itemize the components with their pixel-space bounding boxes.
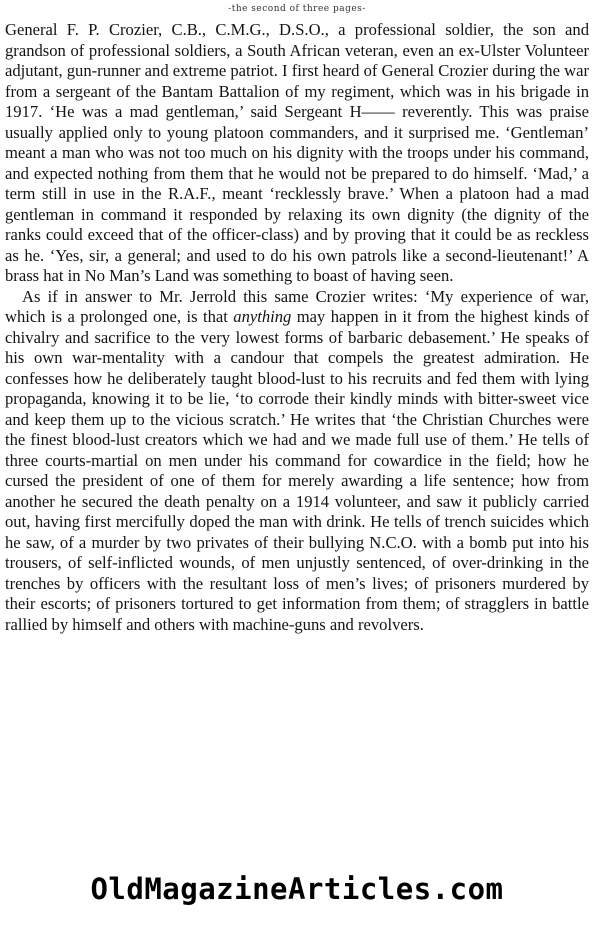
article-body	[5, 20, 589, 635]
page-header-note: -the second of three pages-	[228, 4, 366, 14]
paragraph-1	[5, 20, 589, 287]
paragraph-1-text: General F. P. Crozier, C.B., C.M.G., D.S.O., a professional soldier, the son and grandson of professional soldiers, a South African veteran, even an ex-Ulster Volunteer adjutant, gun-runner and extreme patriot. I first heard of General Crozier during the war from a sergeant of the Bantam Battalion of my regiment, which was in his brigade in 1917. ‘He was a mad gentleman,’ said Sergeant H—— reverently. This was praise usually applied only to young platoon commanders, and it surprised me. ‘Gentleman’ meant a man who was not too much on his dignity with the troops under his command, and expected nothing from them that he would not be prepared to do himself. ‘Mad,’ a term still in use in the R.A.F., meant ‘recklessly brave.’ When a platoon had a mad gentleman in command it responded by relaxing its own dignity (the dignity of the ranks could exceed that of the officer-class) and by proving that it could be as reckless as he. ‘Yes, sir, a general; and used to do his own patrols like a second-lieutenant!’ A brass hat in No Man’s Land was something to boast of having seen.	[5, 20, 589, 285]
paragraph-2-text-start: As if in answer to Mr. Jerrold this same Crozier writes: ‘My experience of war, which is a prolonged one, is that	[5, 286, 589, 326]
paragraph-2-text-end: may happen in it from the highest kinds of chivalry and sacrifice to the very lowest forms of barbaric debasement.’ He speaks of his own war-mentality with a candour that compels the greatest admiration. He confesses how he deliberately taught blood-lust to his recruits and fed them with lying propaganda, knowing it to be lie, ‘to corrode their kindly minds with bitter-sweet vice and keep them up to the vicious scratch.’ He writes that ‘the Christian Churches were the finest blood-lust creators which we had and we made full use of them.’ He tells of three courts-martial on men under his command for cowardice in the field; how he cursed the president of one of them for merely awarding a life sentence; how from another he secured the death penalty on a 1914 volunteer, and saw it publicly carried out, having first mercifully doped the man with drink. He tells of trench suicides which he saw, of a murder by two privates of their bullying N.C.O. with a bomb put into his trousers, of self-inflicted wounds, of men unjustly sentenced, of over-drinking in the trenches by officers with the resultant loss of men’s lives; of prisoners murdered by their escorts; of prisoners tortured to get information from them; of stragglers in battle rallied by himself and others with machine-guns and revolvers.	[5, 307, 589, 634]
site-watermark: OldMagazineArticles.com	[90, 872, 504, 906]
paragraph-2-italic-word: anything	[233, 307, 292, 326]
paragraph-2	[5, 287, 589, 636]
